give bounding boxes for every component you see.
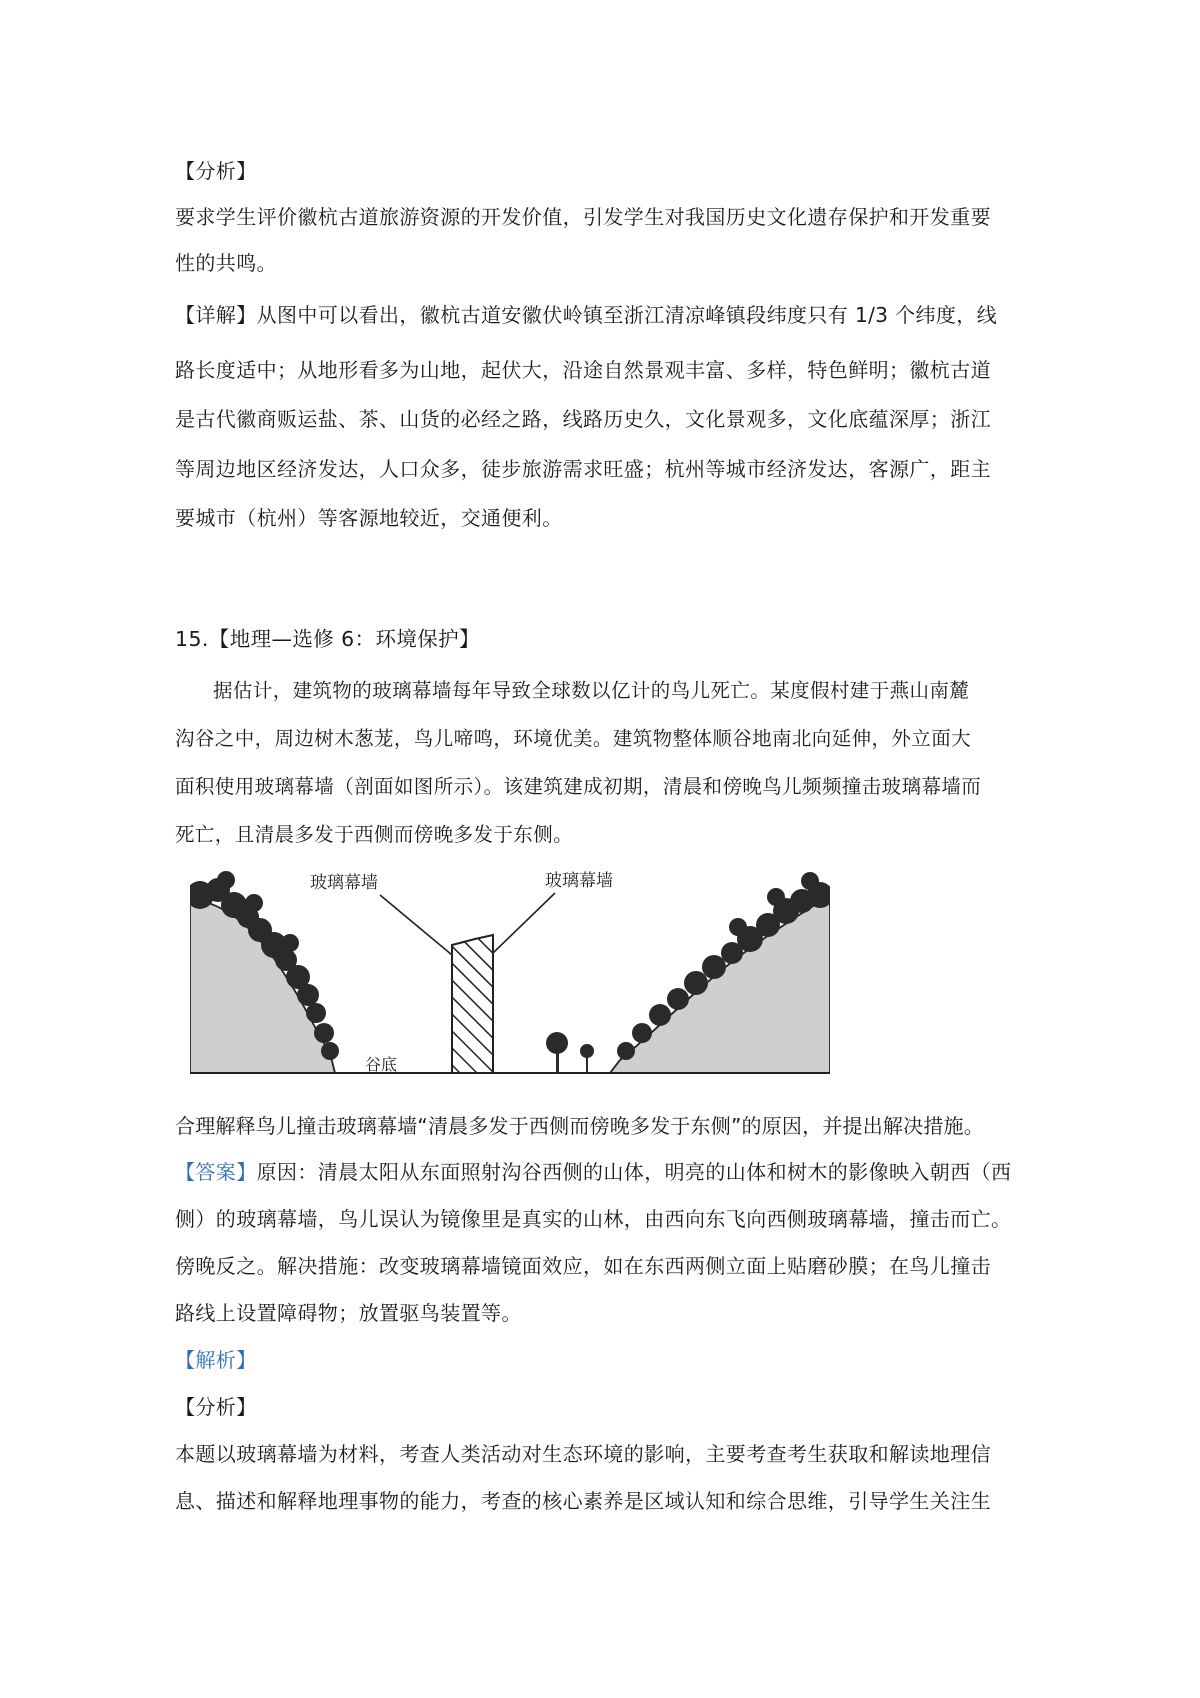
glass-curtain-building [452, 935, 493, 1073]
right-label-leader [493, 893, 555, 953]
q15-stem-line-2: 沟谷之中，周边树木葱茏，鸟儿啼鸣，环境优美。建筑物整体顺谷地南北向延伸，外立面大 [175, 727, 972, 750]
q14-detail-line-4: 等周边地区经济发达，人口众多，徒步旅游需求旺盛；杭州等城市经济发达，客源广，距主 [175, 457, 991, 481]
q15-question: 合理解释鸟儿撞击玻璃幕墙“清晨多发于西侧而傍晚多发于东侧”的原因，并提出解决措施。 [175, 1114, 984, 1138]
q14-analysis-line-2: 性的共鸣。 [175, 251, 277, 275]
q15-stem-line-1: 据估计，建筑物的玻璃幕墙每年导致全球数以亿计的鸟儿死亡。某度假村建于燕山南麓 [213, 679, 970, 702]
q15-title: 15.【地理—选修 6：环境保护】 [175, 627, 480, 651]
q15-stem-line-4: 死亡，且清晨多发于西侧而傍晚多发于东侧。 [175, 823, 574, 846]
valley-trees [546, 1032, 594, 1073]
q15-answer-line-1 [175, 1158, 1035, 1186]
answer-text-1: 原因：清晨太阳从东面照射沟谷西侧的山体，明亮的山体和树木的影像映入朝西（西 [256, 1160, 1012, 1184]
q15-jiexi-tag: 【解析】 [175, 1348, 257, 1372]
valley-cross-section-figure [190, 855, 830, 1095]
q15-analysis-line-1: 本题以玻璃幕墙为材料，考查人类活动对生态环境的影响，主要考查考生获取和解读地理信 [175, 1442, 991, 1466]
q15-answer-line-4: 路线上设置障碍物；放置驱鸟装置等。 [175, 1301, 522, 1325]
q15-answer-line-3: 傍晚反之。解决措施：改变玻璃幕墙镜面效应，如在东西两侧立面上贴磨砂膜；在鸟儿撞击 [175, 1254, 991, 1278]
label-glass-left: 玻璃幕墙 [310, 873, 378, 893]
left-label-leader [380, 895, 452, 955]
label-valley-bottom: 谷底 [365, 1055, 398, 1074]
q14-analysis-line-1: 要求学生评价徽杭古道旅游资源的开发价值，引发学生对我国历史文化遗存保护和开发重要 [175, 205, 991, 229]
q14-detail-line-5: 要城市（杭州）等客源地较近，交通便利。 [175, 506, 563, 530]
answer-tag: 【答案】 [175, 1160, 257, 1184]
q15-analysis-heading: 【分析】 [175, 1395, 257, 1419]
label-glass-right: 玻璃幕墙 [545, 871, 613, 891]
q14-detail-line-2: 路长度适中；从地形看多为山地，起伏大，沿途自然景观丰富、多样，特色鲜明；徽杭古道 [175, 358, 991, 382]
valley-diagram [190, 855, 830, 1095]
q14-analysis-heading: 【分析】 [175, 159, 257, 183]
q14-detail-line-1: 【详解】从图中可以看出，徽杭古道安徽伏岭镇至浙江清凉峰镇段纬度只有 1/3 个纬度，线 [175, 303, 998, 327]
right-slope [610, 895, 830, 1073]
q14-detail-line-3: 是古代徽商贩运盐、茶、山货的必经之路，线路历史久，文化景观多，文化底蕴深厚；浙江 [175, 407, 991, 431]
q15-analysis-line-2: 息、描述和解释地理事物的能力，考查的核心素养是区域认知和综合思维，引导学生关注生 [175, 1489, 991, 1513]
q15-stem-line-3: 面积使用玻璃幕墙（剖面如图所示）。该建筑建成初期，清晨和傍晚鸟儿频频撞击玻璃幕墙而 [175, 775, 982, 798]
q15-answer-line-2: 侧）的玻璃幕墙，鸟儿误认为镜像里是真实的山林，由西向东飞向西侧玻璃幕墙，撞击而亡。 [175, 1207, 1012, 1231]
